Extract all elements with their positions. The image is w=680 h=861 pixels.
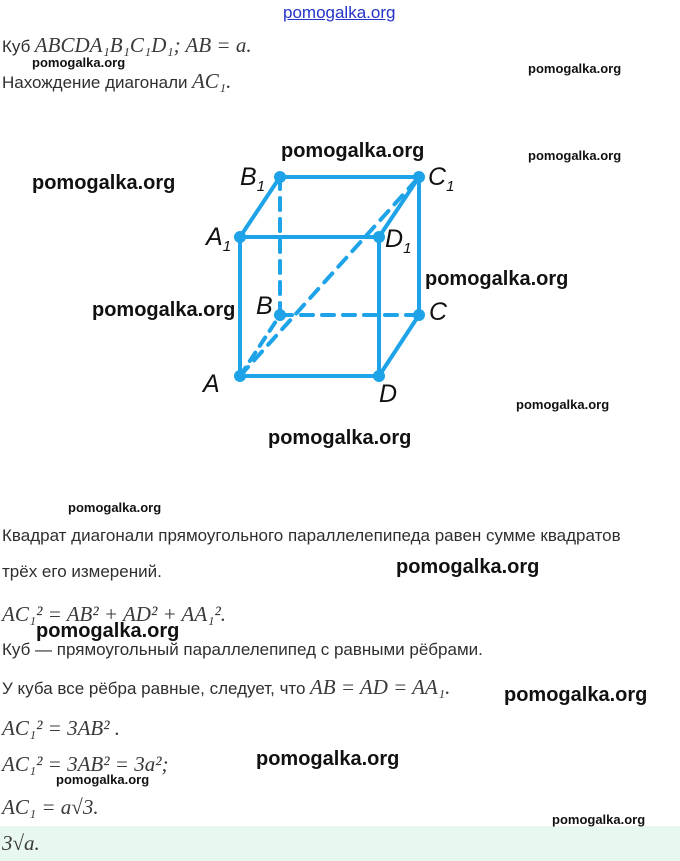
line-4-math: AB = AD = AA₁. bbox=[309, 675, 451, 699]
watermark: pomogalka.org bbox=[256, 748, 400, 770]
watermark: pomogalka.org bbox=[32, 172, 176, 194]
label-D1: $D_1$ bbox=[385, 225, 412, 257]
task-prefix: Нахождение диагонали bbox=[2, 73, 188, 92]
task-line bbox=[2, 69, 231, 94]
answer-value: 3√a. bbox=[2, 831, 40, 855]
label-A1: $A_1$ bbox=[206, 223, 232, 255]
task-math: AC₁. bbox=[191, 69, 232, 93]
vertex-A bbox=[234, 370, 246, 382]
watermark: pomogalka.org bbox=[56, 772, 150, 787]
solution-line-4 bbox=[2, 675, 450, 700]
label-C1: $C_1$ bbox=[428, 163, 455, 195]
watermark: pomogalka.org bbox=[268, 427, 412, 449]
vertex-B bbox=[274, 309, 286, 321]
formula-1: AC₁² = AB² + AD² + AA₁². bbox=[2, 602, 227, 626]
watermark: pomogalka.org bbox=[504, 684, 648, 706]
watermark: pomogalka.org bbox=[528, 148, 622, 163]
solution-line-2: трёх его измерений. bbox=[2, 562, 162, 581]
watermark: pomogalka.org bbox=[32, 55, 126, 70]
watermark: pomogalka.org bbox=[92, 299, 236, 321]
watermark: pomogalka.org bbox=[396, 556, 540, 578]
vertex-C bbox=[413, 309, 425, 321]
watermark: pomogalka.org bbox=[68, 500, 162, 515]
watermark: pomogalka.org bbox=[552, 812, 646, 827]
edge-DC bbox=[379, 315, 419, 376]
label-B1: $B_1$ bbox=[240, 163, 266, 195]
site-link[interactable]: pomogalka.org bbox=[283, 3, 396, 22]
watermark: pomogalka.org bbox=[36, 620, 180, 642]
watermark: pomogalka.org bbox=[425, 268, 569, 290]
formula-4: AC₁ = a√3. bbox=[2, 795, 99, 819]
solution-line-3: Куб — прямоугольный параллелепипед с равными рёбрами. bbox=[2, 640, 483, 659]
diagonal-AC1 bbox=[240, 177, 419, 376]
label-C: C bbox=[429, 298, 448, 326]
label-B: B bbox=[256, 292, 273, 320]
solution-line-1: Квадрат диагонали прямоугольного параллелепипеда равен сумме квадратов bbox=[2, 526, 621, 545]
line-4-text: У куба все рёбра равные, следует, что bbox=[2, 679, 306, 698]
vertex-D1 bbox=[373, 231, 385, 243]
given-prefix: Куб bbox=[2, 37, 31, 56]
vertex-A1 bbox=[234, 231, 246, 243]
watermark: pomogalka.org bbox=[281, 140, 425, 162]
formula-3: AC₁² = 3AB² = 3a²; bbox=[2, 752, 169, 776]
watermark: pomogalka.org bbox=[528, 61, 622, 76]
vertex-C1 bbox=[413, 171, 425, 183]
answer-box bbox=[0, 826, 680, 861]
given-math: ABCDA₁B₁C₁D₁; AB = a. bbox=[34, 33, 252, 57]
watermark: pomogalka.org bbox=[516, 397, 610, 412]
formula-2: AC₁² = 3AB² . bbox=[2, 716, 121, 740]
label-A: A bbox=[203, 370, 220, 398]
label-D: D bbox=[379, 380, 398, 408]
vertex-B1 bbox=[274, 171, 286, 183]
